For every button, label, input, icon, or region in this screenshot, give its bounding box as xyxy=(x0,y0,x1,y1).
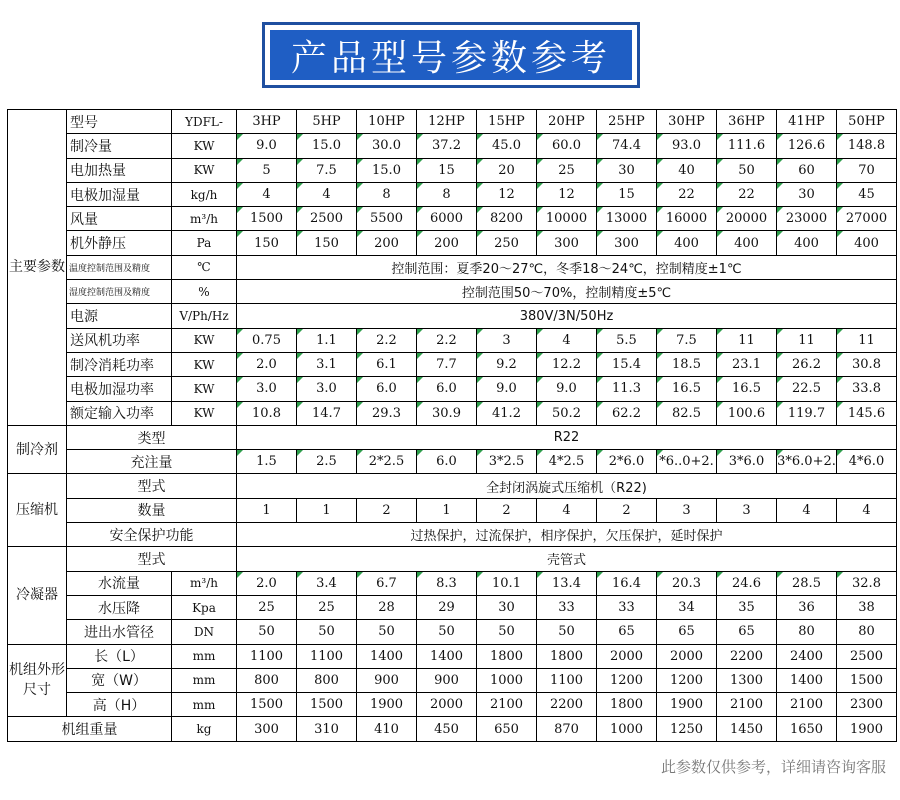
value-cell: 80 xyxy=(837,620,897,644)
row-label: 数量 xyxy=(67,498,237,522)
table-row xyxy=(8,134,897,158)
value-cell: 5.5 xyxy=(597,328,657,352)
value-cell: 29.3 xyxy=(357,401,417,425)
value-cell: 2.0 xyxy=(237,571,297,595)
value-cell: 1200 xyxy=(657,668,717,692)
value-cell: 16.5 xyxy=(657,377,717,401)
row-label: 额定输入功率 xyxy=(67,401,172,425)
value-cell: 11.3 xyxy=(597,377,657,401)
row-label-model: 型号 xyxy=(67,110,172,134)
value-cell: 1400 xyxy=(417,644,477,668)
value-cell: 200 xyxy=(417,231,477,255)
value-cell: 4 xyxy=(537,498,597,522)
row-label: 型式 xyxy=(67,474,237,498)
value-cell: 1000 xyxy=(597,717,657,741)
value-cell: 8 xyxy=(417,182,477,206)
table-row xyxy=(8,328,897,352)
value-cell: 6.0 xyxy=(417,377,477,401)
value-cell: 4 xyxy=(537,328,597,352)
value-cell: 400 xyxy=(837,231,897,255)
value-cell: 2*2.5 xyxy=(357,450,417,474)
value-cell: 14.7 xyxy=(297,401,357,425)
value-cell: 148.8 xyxy=(837,134,897,158)
value-cell: 20 xyxy=(477,158,537,182)
table-row xyxy=(8,110,897,134)
value-cell: 4*6.0 xyxy=(837,450,897,474)
value-cell: 62.2 xyxy=(597,401,657,425)
value-cell: 2000 xyxy=(597,644,657,668)
span-value-cell: 全封闭涡旋式压缩机（R22) xyxy=(237,474,897,498)
value-cell: 4 xyxy=(777,498,837,522)
table-row xyxy=(8,280,897,304)
value-cell: 1250 xyxy=(657,717,717,741)
value-cell: 2 xyxy=(357,498,417,522)
value-cell: 25 xyxy=(297,595,357,619)
value-cell: 3.4 xyxy=(297,571,357,595)
table-row xyxy=(8,474,897,498)
value-cell: 70 xyxy=(837,158,897,182)
unit-cell: KW xyxy=(172,401,237,425)
value-cell: 74.4 xyxy=(597,134,657,158)
row-label: 高（H） xyxy=(67,693,172,717)
value-cell: 450 xyxy=(417,717,477,741)
unit-cell: DN xyxy=(172,620,237,644)
value-cell: 34 xyxy=(657,595,717,619)
unit-cell: Pa xyxy=(172,231,237,255)
value-cell: 50 xyxy=(537,620,597,644)
model-header-cell: 5HP xyxy=(297,110,357,134)
value-cell: 24.6 xyxy=(717,571,777,595)
section-label-dimensions: 机组外形尺寸 xyxy=(8,644,67,717)
row-label: 类型 xyxy=(67,425,237,449)
unit-cell: V/Ph/Hz xyxy=(172,304,237,328)
value-cell: 15 xyxy=(417,158,477,182)
value-cell: 12 xyxy=(477,182,537,206)
value-cell: 1000 xyxy=(477,668,537,692)
unit-cell: m³/h xyxy=(172,571,237,595)
value-cell: 870 xyxy=(537,717,597,741)
value-cell: 150 xyxy=(237,231,297,255)
unit-cell: m³/h xyxy=(172,207,237,231)
value-cell: 1100 xyxy=(537,668,597,692)
unit-cell: mm xyxy=(172,668,237,692)
table-row xyxy=(8,595,897,619)
table-row xyxy=(8,377,897,401)
unit-cell: mm xyxy=(172,693,237,717)
page-title: 产品型号参数参考 xyxy=(270,30,632,80)
value-cell: 900 xyxy=(357,668,417,692)
value-cell: 93.0 xyxy=(657,134,717,158)
value-cell: 2.2 xyxy=(417,328,477,352)
value-cell: 22.5 xyxy=(777,377,837,401)
table-row xyxy=(8,352,897,376)
unit-cell: kg xyxy=(172,717,237,741)
unit-cell: YDFL- xyxy=(172,110,237,134)
value-cell: 1 xyxy=(417,498,477,522)
value-cell: 145.6 xyxy=(837,401,897,425)
value-cell: *6..0+2. xyxy=(657,450,717,474)
value-cell: 7.7 xyxy=(417,352,477,376)
table-row xyxy=(8,425,897,449)
value-cell: 10.1 xyxy=(477,571,537,595)
value-cell: 2 xyxy=(597,498,657,522)
table-row xyxy=(8,668,897,692)
value-cell: 9.2 xyxy=(477,352,537,376)
table-row xyxy=(8,717,897,741)
span-value-cell: R22 xyxy=(237,425,897,449)
value-cell: 50 xyxy=(417,620,477,644)
value-cell: 2500 xyxy=(297,207,357,231)
value-cell: 6.0 xyxy=(417,450,477,474)
row-label: 水流量 xyxy=(67,571,172,595)
value-cell: 20000 xyxy=(717,207,777,231)
value-cell: 2*6.0 xyxy=(597,450,657,474)
table-row xyxy=(8,231,897,255)
spec-table xyxy=(7,109,897,742)
value-cell: 2400 xyxy=(777,644,837,668)
value-cell: 80 xyxy=(777,620,837,644)
value-cell: 8200 xyxy=(477,207,537,231)
value-cell: 300 xyxy=(537,231,597,255)
value-cell: 400 xyxy=(777,231,837,255)
value-cell: 65 xyxy=(597,620,657,644)
value-cell: 4 xyxy=(297,182,357,206)
span-value-cell: 壳管式 xyxy=(237,547,897,571)
value-cell: 3.0 xyxy=(237,377,297,401)
table-row xyxy=(8,644,897,668)
value-cell: 2100 xyxy=(717,693,777,717)
value-cell: 50.2 xyxy=(537,401,597,425)
value-cell: 12 xyxy=(537,182,597,206)
section-label-refrigerant: 制冷剂 xyxy=(8,425,67,474)
value-cell: 3.1 xyxy=(297,352,357,376)
row-label: 制冷量 xyxy=(67,134,172,158)
row-label: 机外静压 xyxy=(67,231,172,255)
section-label-condenser: 冷凝器 xyxy=(8,547,67,644)
row-label: 充注量 xyxy=(67,450,237,474)
value-cell: 3 xyxy=(657,498,717,522)
value-cell: 5500 xyxy=(357,207,417,231)
value-cell: 37.2 xyxy=(417,134,477,158)
value-cell: 8 xyxy=(357,182,417,206)
value-cell: 650 xyxy=(477,717,537,741)
model-header-cell: 20HP xyxy=(537,110,597,134)
value-cell: 25 xyxy=(237,595,297,619)
value-cell: 15.4 xyxy=(597,352,657,376)
value-cell: 28.5 xyxy=(777,571,837,595)
value-cell: 100.6 xyxy=(717,401,777,425)
value-cell: 6.7 xyxy=(357,571,417,595)
value-cell: 41.2 xyxy=(477,401,537,425)
value-cell: 9.0 xyxy=(237,134,297,158)
section-label-compressor: 压缩机 xyxy=(8,474,67,547)
value-cell: 36 xyxy=(777,595,837,619)
value-cell: 25 xyxy=(537,158,597,182)
model-header-cell: 12HP xyxy=(417,110,477,134)
row-label: 电极加湿功率 xyxy=(67,377,172,401)
value-cell: 50 xyxy=(297,620,357,644)
value-cell: 3.0 xyxy=(297,377,357,401)
value-cell: 250 xyxy=(477,231,537,255)
value-cell: 38 xyxy=(837,595,897,619)
value-cell: 126.6 xyxy=(777,134,837,158)
value-cell: 4 xyxy=(837,498,897,522)
unit-cell: KW xyxy=(172,352,237,376)
row-label: 安全保护功能 xyxy=(67,523,237,547)
value-cell: 23000 xyxy=(777,207,837,231)
value-cell: 45.0 xyxy=(477,134,537,158)
row-label: 电极加湿量 xyxy=(67,182,172,206)
unit-cell: ℃ xyxy=(172,255,237,279)
table-row xyxy=(8,255,897,279)
value-cell: 33 xyxy=(537,595,597,619)
value-cell: 800 xyxy=(237,668,297,692)
value-cell: 33.8 xyxy=(837,377,897,401)
value-cell: 50 xyxy=(357,620,417,644)
model-header-cell: 50HP xyxy=(837,110,897,134)
value-cell: 2300 xyxy=(837,693,897,717)
unit-cell: mm xyxy=(172,644,237,668)
value-cell: 9.0 xyxy=(537,377,597,401)
value-cell: 8.3 xyxy=(417,571,477,595)
value-cell: 1500 xyxy=(837,668,897,692)
table-row xyxy=(8,158,897,182)
row-label: 进出水管径 xyxy=(67,620,172,644)
value-cell: 1 xyxy=(297,498,357,522)
value-cell: 1800 xyxy=(477,644,537,668)
value-cell: 119.7 xyxy=(777,401,837,425)
model-header-cell: 25HP xyxy=(597,110,657,134)
row-label: 温度控制范围及精度 xyxy=(67,255,172,279)
span-value-cell: 控制范围50～70%，控制精度±5℃ xyxy=(237,280,897,304)
unit-cell: KW xyxy=(172,377,237,401)
value-cell: 1500 xyxy=(297,693,357,717)
row-label: 水压降 xyxy=(67,595,172,619)
value-cell: 900 xyxy=(417,668,477,692)
model-header-cell: 10HP xyxy=(357,110,417,134)
table-row xyxy=(8,450,897,474)
value-cell: 1300 xyxy=(717,668,777,692)
value-cell: 2500 xyxy=(837,644,897,668)
value-cell: 200 xyxy=(357,231,417,255)
value-cell: 6.1 xyxy=(357,352,417,376)
value-cell: 16.4 xyxy=(597,571,657,595)
value-cell: 30 xyxy=(777,182,837,206)
value-cell: 30 xyxy=(477,595,537,619)
table-row xyxy=(8,523,897,547)
value-cell: 13.4 xyxy=(537,571,597,595)
value-cell: 150 xyxy=(297,231,357,255)
value-cell: 1900 xyxy=(657,693,717,717)
value-cell: 2200 xyxy=(537,693,597,717)
value-cell: 2.0 xyxy=(237,352,297,376)
model-header-cell: 15HP xyxy=(477,110,537,134)
row-label: 电源 xyxy=(67,304,172,328)
value-cell: 60.0 xyxy=(537,134,597,158)
value-cell: 15.0 xyxy=(357,158,417,182)
value-cell: 7.5 xyxy=(297,158,357,182)
model-header-cell: 36HP xyxy=(717,110,777,134)
value-cell: 1200 xyxy=(597,668,657,692)
unit-cell: KW xyxy=(172,158,237,182)
value-cell: 30.8 xyxy=(837,352,897,376)
model-header-cell: 3HP xyxy=(237,110,297,134)
value-cell: 65 xyxy=(657,620,717,644)
value-cell: 30.0 xyxy=(357,134,417,158)
unit-cell: Kpa xyxy=(172,595,237,619)
value-cell: 1100 xyxy=(297,644,357,668)
value-cell: 2000 xyxy=(657,644,717,668)
table-row xyxy=(8,401,897,425)
value-cell: 3*6.0+2. xyxy=(777,450,837,474)
table-row xyxy=(8,207,897,231)
value-cell: 40 xyxy=(657,158,717,182)
value-cell: 30 xyxy=(597,158,657,182)
row-label-weight: 机组重量 xyxy=(8,717,172,741)
table-row xyxy=(8,693,897,717)
value-cell: 1.5 xyxy=(237,450,297,474)
unit-cell: KW xyxy=(172,134,237,158)
value-cell: 9.0 xyxy=(477,377,537,401)
value-cell: 60 xyxy=(777,158,837,182)
model-header-cell: 30HP xyxy=(657,110,717,134)
value-cell: 82.5 xyxy=(657,401,717,425)
value-cell: 10.8 xyxy=(237,401,297,425)
value-cell: 1500 xyxy=(237,207,297,231)
value-cell: 310 xyxy=(297,717,357,741)
value-cell: 6000 xyxy=(417,207,477,231)
row-label: 长（L） xyxy=(67,644,172,668)
value-cell: 2200 xyxy=(717,644,777,668)
value-cell: 16000 xyxy=(657,207,717,231)
value-cell: 1450 xyxy=(717,717,777,741)
value-cell: 1650 xyxy=(777,717,837,741)
table-row xyxy=(8,620,897,644)
spec-table-body xyxy=(8,110,897,742)
value-cell: 1 xyxy=(237,498,297,522)
footer-note: 此参数仅供参考，详细请咨询客服 xyxy=(660,758,886,776)
value-cell: 4 xyxy=(237,182,297,206)
value-cell: 111.6 xyxy=(717,134,777,158)
value-cell: 1900 xyxy=(837,717,897,741)
value-cell: 50 xyxy=(717,158,777,182)
value-cell: 11 xyxy=(837,328,897,352)
title-banner xyxy=(262,22,640,88)
value-cell: 22 xyxy=(717,182,777,206)
value-cell: 30.9 xyxy=(417,401,477,425)
row-label: 型式 xyxy=(67,547,237,571)
value-cell: 1500 xyxy=(237,693,297,717)
table-row xyxy=(8,498,897,522)
value-cell: 22 xyxy=(657,182,717,206)
row-label: 电加热量 xyxy=(67,158,172,182)
value-cell: 1100 xyxy=(237,644,297,668)
row-label: 风量 xyxy=(67,207,172,231)
value-cell: 20.3 xyxy=(657,571,717,595)
value-cell: 1400 xyxy=(777,668,837,692)
value-cell: 2.2 xyxy=(357,328,417,352)
table-row xyxy=(8,547,897,571)
value-cell: 45 xyxy=(837,182,897,206)
value-cell: 2 xyxy=(477,498,537,522)
value-cell: 11 xyxy=(777,328,837,352)
value-cell: 32.8 xyxy=(837,571,897,595)
value-cell: 13000 xyxy=(597,207,657,231)
span-value-cell: 过热保护，过流保护，相序保护，欠压保护，延时保护 xyxy=(237,523,897,547)
value-cell: 3 xyxy=(477,328,537,352)
span-value-cell: 控制范围：夏季20～27℃，冬季18～24℃，控制精度±1℃ xyxy=(237,255,897,279)
value-cell: 16.5 xyxy=(717,377,777,401)
unit-cell: KW xyxy=(172,328,237,352)
value-cell: 3*2.5 xyxy=(477,450,537,474)
value-cell: 50 xyxy=(237,620,297,644)
value-cell: 400 xyxy=(657,231,717,255)
table-row xyxy=(8,182,897,206)
value-cell: 7.5 xyxy=(657,328,717,352)
value-cell: 11 xyxy=(717,328,777,352)
value-cell: 0.75 xyxy=(237,328,297,352)
model-header-cell: 41HP xyxy=(777,110,837,134)
value-cell: 1.1 xyxy=(297,328,357,352)
unit-cell: kg/h xyxy=(172,182,237,206)
value-cell: 12.2 xyxy=(537,352,597,376)
value-cell: 6.0 xyxy=(357,377,417,401)
value-cell: 33 xyxy=(597,595,657,619)
section-label-main: 主要参数 xyxy=(8,110,67,426)
value-cell: 300 xyxy=(237,717,297,741)
value-cell: 2100 xyxy=(777,693,837,717)
table-row xyxy=(8,571,897,595)
value-cell: 300 xyxy=(597,231,657,255)
value-cell: 10000 xyxy=(537,207,597,231)
value-cell: 1400 xyxy=(357,644,417,668)
row-label: 宽（W） xyxy=(67,668,172,692)
row-label: 送风机功率 xyxy=(67,328,172,352)
value-cell: 15 xyxy=(597,182,657,206)
row-label: 湿度控制范围及精度 xyxy=(67,280,172,304)
value-cell: 18.5 xyxy=(657,352,717,376)
unit-cell: % xyxy=(172,280,237,304)
value-cell: 26.2 xyxy=(777,352,837,376)
value-cell: 2100 xyxy=(477,693,537,717)
span-value-cell: 380V/3N/50Hz xyxy=(237,304,897,328)
row-label: 制冷消耗功率 xyxy=(67,352,172,376)
value-cell: 27000 xyxy=(837,207,897,231)
value-cell: 3*6.0 xyxy=(717,450,777,474)
table-row xyxy=(8,304,897,328)
value-cell: 4*2.5 xyxy=(537,450,597,474)
value-cell: 2000 xyxy=(417,693,477,717)
value-cell: 2.5 xyxy=(297,450,357,474)
value-cell: 29 xyxy=(417,595,477,619)
value-cell: 1900 xyxy=(357,693,417,717)
value-cell: 400 xyxy=(717,231,777,255)
value-cell: 15.0 xyxy=(297,134,357,158)
value-cell: 1800 xyxy=(597,693,657,717)
value-cell: 3 xyxy=(717,498,777,522)
value-cell: 1800 xyxy=(537,644,597,668)
value-cell: 65 xyxy=(717,620,777,644)
value-cell: 23.1 xyxy=(717,352,777,376)
value-cell: 5 xyxy=(237,158,297,182)
value-cell: 50 xyxy=(477,620,537,644)
value-cell: 800 xyxy=(297,668,357,692)
value-cell: 28 xyxy=(357,595,417,619)
value-cell: 35 xyxy=(717,595,777,619)
value-cell: 410 xyxy=(357,717,417,741)
